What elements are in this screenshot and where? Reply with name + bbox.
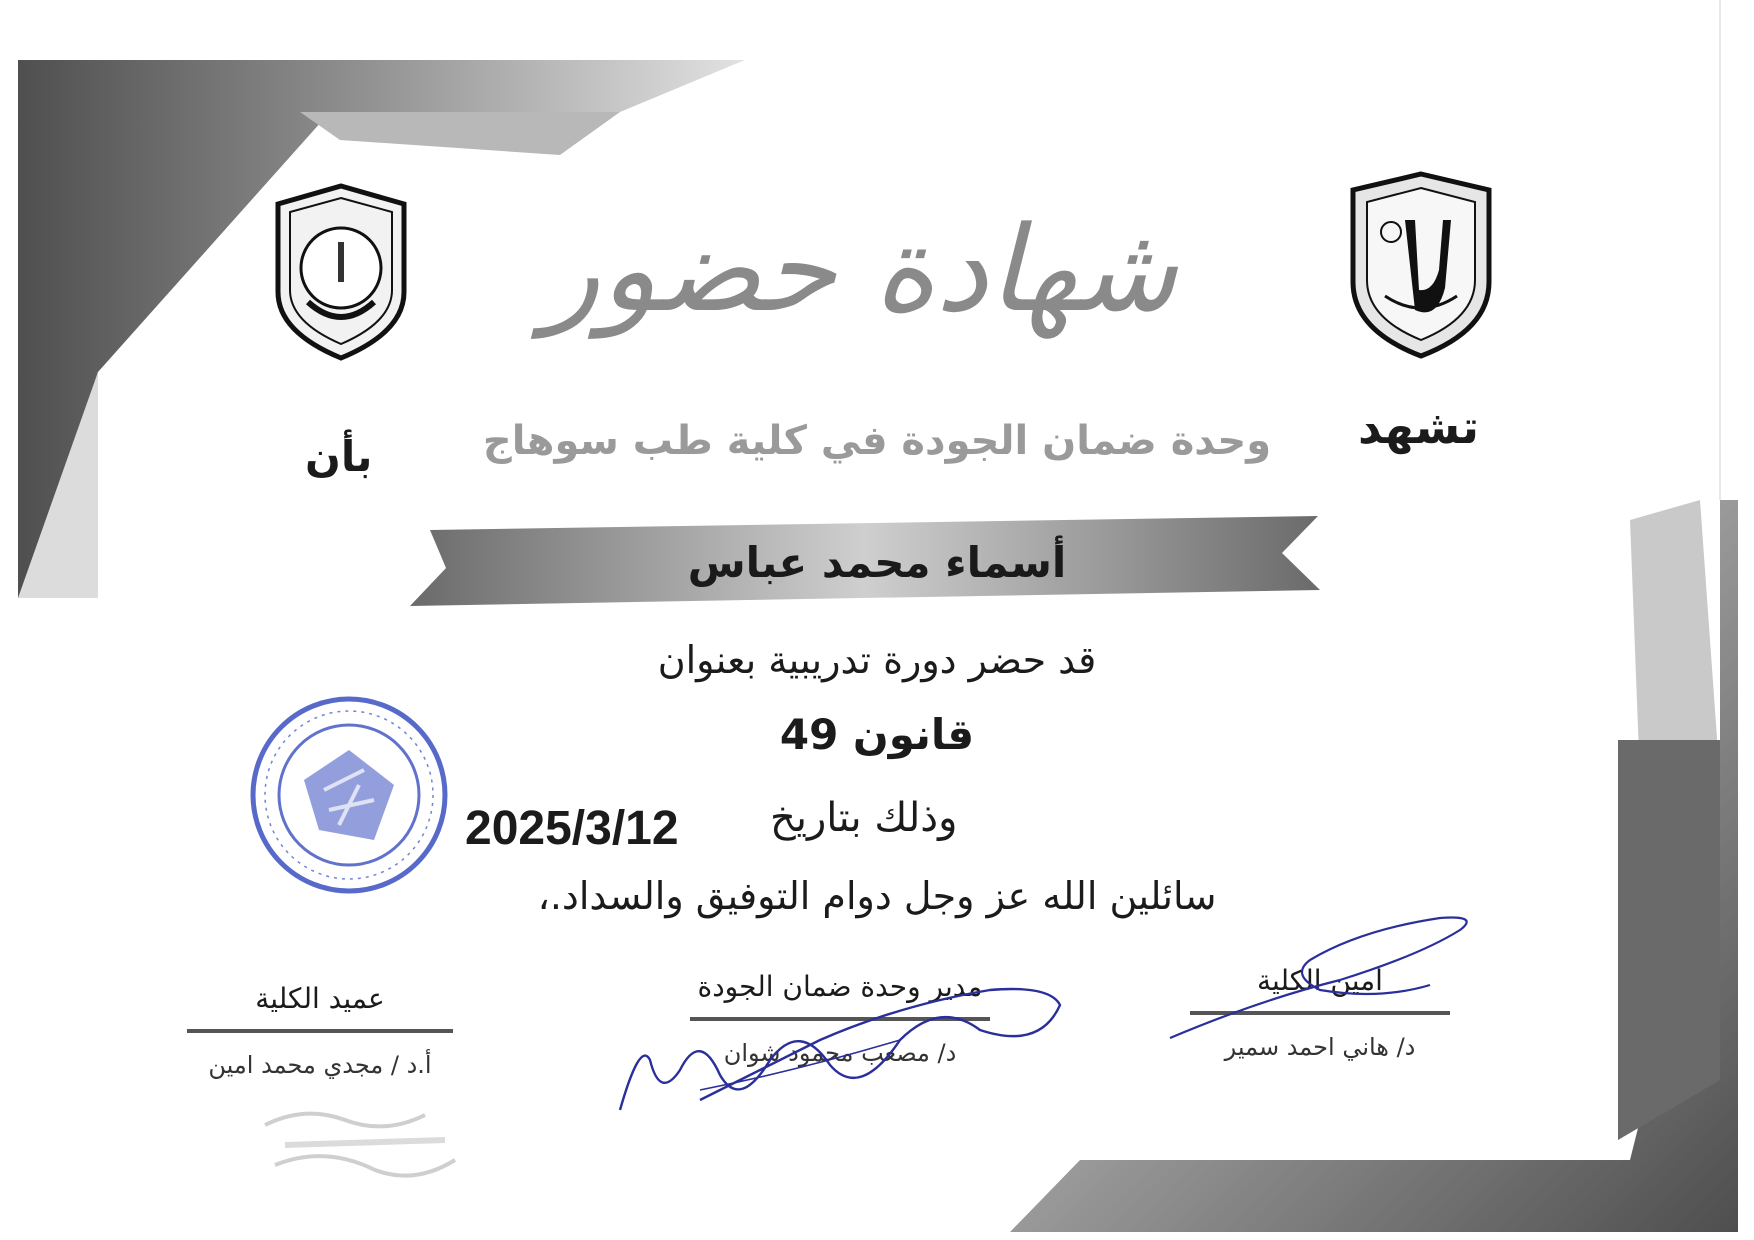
signatory-title: عميد الكلية xyxy=(255,982,385,1015)
signatory-dean xyxy=(170,982,470,1079)
signature-line xyxy=(1190,1011,1450,1015)
official-stamp-icon xyxy=(244,690,454,900)
that-word: بأن xyxy=(305,432,373,481)
signatory-title: مدير وحدة ضمان الجودة xyxy=(697,970,983,1003)
faculty-emblem-icon xyxy=(268,182,414,362)
frame-band-top-inner xyxy=(300,112,620,155)
signatory-name: د/ هاني احمد سمير xyxy=(1224,1033,1416,1061)
signatory-title: امين الكلية xyxy=(1257,964,1383,997)
frame-band-right-dark xyxy=(1618,740,1720,1140)
attended-statement: قد حضر دورة تدريبية بعنوان xyxy=(657,638,1097,682)
faded-dean-stamp-icon xyxy=(245,1085,485,1195)
witness-word: تشهد xyxy=(1357,400,1479,454)
recipient-name: أسماء محمد عباس xyxy=(687,538,1067,587)
course-title: قانون 49 xyxy=(779,710,975,759)
issuer-name: وحدة ضمان الجودة في كلية طب سوهاج xyxy=(482,418,1272,464)
signatory-name: أ.د / مجدي محمد امين xyxy=(208,1051,432,1079)
university-emblem-icon xyxy=(1345,170,1497,360)
signatory-college-secretary xyxy=(1180,964,1460,1061)
signature-line xyxy=(187,1029,453,1033)
certificate-date: 2025/3/12 xyxy=(465,802,679,855)
closing-prayer: سائلين الله عز وجل دوام التوفيق والسداد.، xyxy=(537,874,1217,918)
signatory-quality-director xyxy=(640,970,1040,1067)
signature-line xyxy=(690,1017,990,1021)
signatory-name: د/ مصعب محمود شوان xyxy=(723,1039,957,1067)
certificate-title xyxy=(480,160,1240,380)
date-label: وذلك بتاريخ xyxy=(770,795,958,841)
svg-text:شهادة حضور: شهادة حضور xyxy=(542,200,1178,338)
